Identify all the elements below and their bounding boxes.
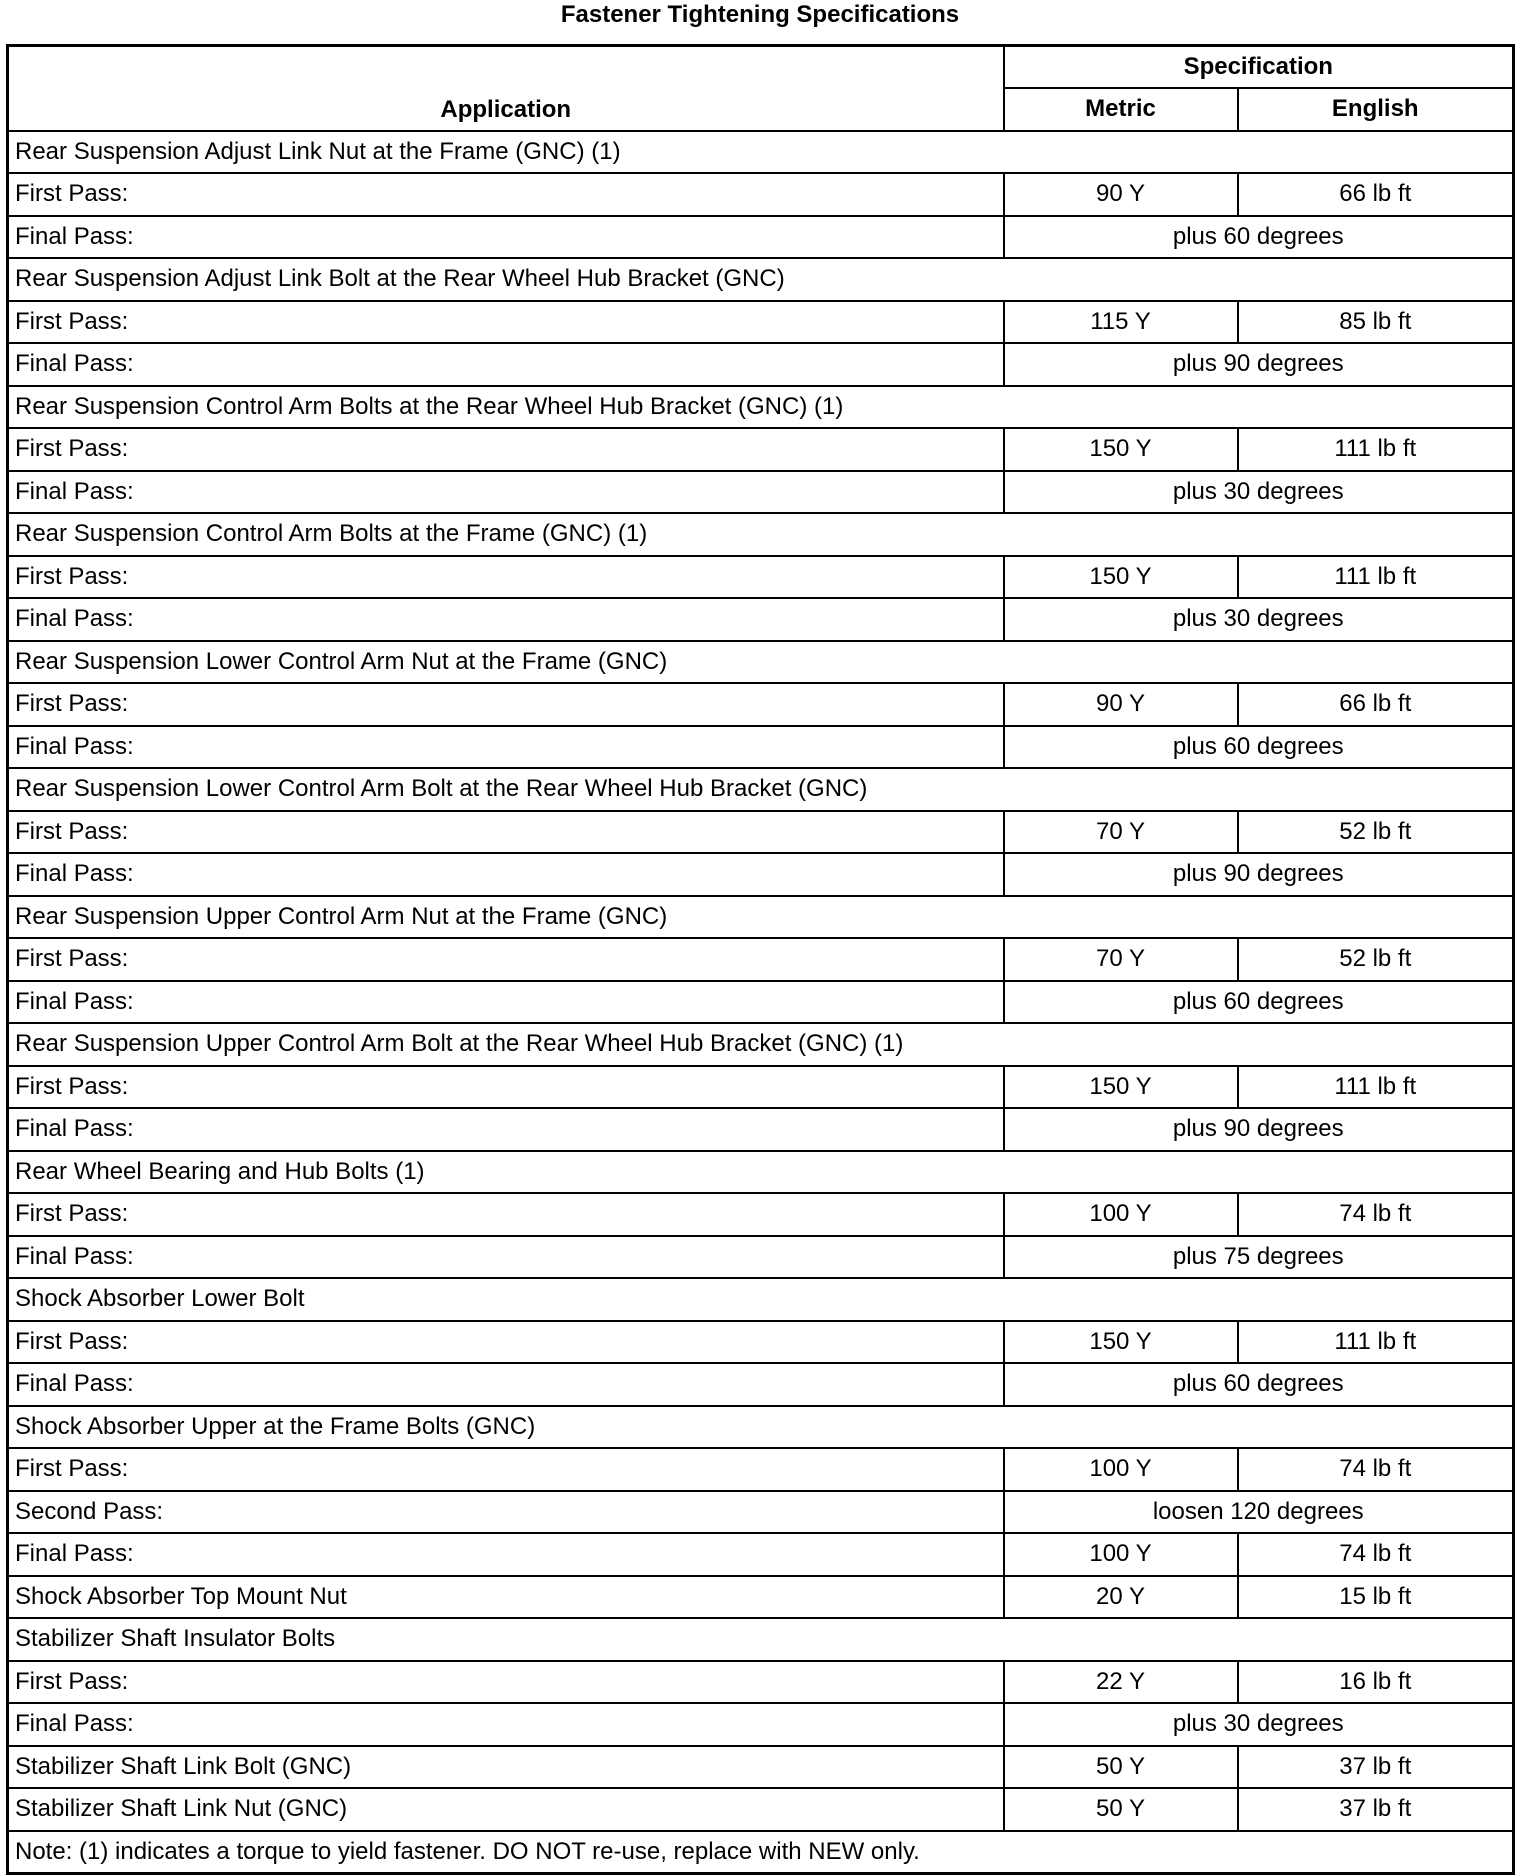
- spec-row: [8, 428, 1514, 471]
- spec-row: [8, 1576, 1514, 1619]
- english-cell: 111 lb ft: [1238, 1321, 1514, 1364]
- spec-row: [8, 1448, 1514, 1491]
- metric-cell: 150 Y: [1004, 1321, 1238, 1364]
- application-cell: Final Pass:: [8, 853, 1004, 896]
- application-cell: Final Pass:: [8, 1703, 1004, 1746]
- spec-row: [8, 853, 1514, 896]
- combined-spec-cell: plus 30 degrees: [1004, 1703, 1514, 1746]
- application-cell: Shock Absorber Top Mount Nut: [8, 1576, 1004, 1619]
- english-cell: 111 lb ft: [1238, 556, 1514, 599]
- english-cell: 37 lb ft: [1238, 1746, 1514, 1789]
- spec-row: [8, 1491, 1514, 1534]
- application-cell: Final Pass:: [8, 1108, 1004, 1151]
- application-cell: First Pass:: [8, 301, 1004, 344]
- english-cell: 74 lb ft: [1238, 1448, 1514, 1491]
- combined-spec-cell: plus 30 degrees: [1004, 598, 1514, 641]
- fastener-spec-table: [6, 44, 1515, 1875]
- metric-cell: 100 Y: [1004, 1193, 1238, 1236]
- spec-row: [8, 683, 1514, 726]
- group-heading-row: [8, 1023, 1514, 1066]
- english-cell: 66 lb ft: [1238, 683, 1514, 726]
- application-cell: Second Pass:: [8, 1491, 1004, 1534]
- group-heading-row: [8, 131, 1514, 174]
- group-heading: Shock Absorber Upper at the Frame Bolts (GNC): [8, 1406, 1514, 1449]
- group-heading: Rear Suspension Lower Control Arm Bolt at the Rear Wheel Hub Bracket (GNC): [8, 768, 1514, 811]
- spec-row: [8, 598, 1514, 641]
- group-heading: Rear Suspension Upper Control Arm Bolt at the Rear Wheel Hub Bracket (GNC) (1): [8, 1023, 1514, 1066]
- metric-cell: 100 Y: [1004, 1533, 1238, 1576]
- group-heading: Rear Wheel Bearing and Hub Bolts (1): [8, 1151, 1514, 1194]
- application-cell: First Pass:: [8, 938, 1004, 981]
- group-heading-row: [8, 1618, 1514, 1661]
- group-heading-row: [8, 768, 1514, 811]
- metric-cell: 100 Y: [1004, 1448, 1238, 1491]
- application-cell: First Pass:: [8, 683, 1004, 726]
- spec-row: [8, 343, 1514, 386]
- group-heading-row: [8, 1406, 1514, 1449]
- metric-header: Metric: [1004, 88, 1238, 131]
- spec-row: [8, 1703, 1514, 1746]
- combined-spec-cell: plus 90 degrees: [1004, 343, 1514, 386]
- application-cell: First Pass:: [8, 811, 1004, 854]
- spec-row: [8, 1066, 1514, 1109]
- note-text: Note: (1) indicates a torque to yield fastener. DO NOT re-use, replace with NEW only.: [8, 1831, 1514, 1874]
- combined-spec-cell: loosen 120 degrees: [1004, 1491, 1514, 1534]
- application-cell: First Pass:: [8, 1193, 1004, 1236]
- spec-row: [8, 1788, 1514, 1831]
- application-cell: First Pass:: [8, 1661, 1004, 1704]
- spec-row: [8, 1236, 1514, 1279]
- combined-spec-cell: plus 30 degrees: [1004, 471, 1514, 514]
- spec-row: [8, 1746, 1514, 1789]
- group-heading: Rear Suspension Control Arm Bolts at the Frame (GNC) (1): [8, 513, 1514, 556]
- metric-cell: 70 Y: [1004, 811, 1238, 854]
- group-heading-row: [8, 386, 1514, 429]
- application-cell: First Pass:: [8, 556, 1004, 599]
- metric-cell: 115 Y: [1004, 301, 1238, 344]
- application-cell: Final Pass:: [8, 981, 1004, 1024]
- spec-row: [8, 1533, 1514, 1576]
- group-heading-row: [8, 641, 1514, 684]
- english-cell: 74 lb ft: [1238, 1193, 1514, 1236]
- metric-cell: 20 Y: [1004, 1576, 1238, 1619]
- group-heading-row: [8, 513, 1514, 556]
- group-heading: Rear Suspension Control Arm Bolts at the Rear Wheel Hub Bracket (GNC) (1): [8, 386, 1514, 429]
- application-cell: First Pass:: [8, 1321, 1004, 1364]
- application-cell: Final Pass:: [8, 216, 1004, 259]
- metric-cell: 70 Y: [1004, 938, 1238, 981]
- application-cell: First Pass:: [8, 1066, 1004, 1109]
- combined-spec-cell: plus 60 degrees: [1004, 981, 1514, 1024]
- english-cell: 52 lb ft: [1238, 811, 1514, 854]
- spec-row: [8, 1321, 1514, 1364]
- metric-cell: 150 Y: [1004, 428, 1238, 471]
- spec-row: [8, 471, 1514, 514]
- spec-row: [8, 811, 1514, 854]
- english-cell: 111 lb ft: [1238, 428, 1514, 471]
- combined-spec-cell: plus 60 degrees: [1004, 1363, 1514, 1406]
- application-cell: Stabilizer Shaft Link Bolt (GNC): [8, 1746, 1004, 1789]
- combined-spec-cell: plus 60 degrees: [1004, 216, 1514, 259]
- application-cell: Final Pass:: [8, 1236, 1004, 1279]
- spec-row: [8, 981, 1514, 1024]
- combined-spec-cell: plus 90 degrees: [1004, 1108, 1514, 1151]
- metric-cell: 150 Y: [1004, 556, 1238, 599]
- combined-spec-cell: plus 90 degrees: [1004, 853, 1514, 896]
- group-heading: Stabilizer Shaft Insulator Bolts: [8, 1618, 1514, 1661]
- english-cell: 52 lb ft: [1238, 938, 1514, 981]
- group-heading-row: [8, 258, 1514, 301]
- combined-spec-cell: plus 75 degrees: [1004, 1236, 1514, 1279]
- spec-row: [8, 938, 1514, 981]
- group-heading: Rear Suspension Adjust Link Bolt at the Rear Wheel Hub Bracket (GNC): [8, 258, 1514, 301]
- application-cell: Stabilizer Shaft Link Nut (GNC): [8, 1788, 1004, 1831]
- application-cell: Final Pass:: [8, 1363, 1004, 1406]
- group-heading-row: [8, 896, 1514, 939]
- spec-row: [8, 1363, 1514, 1406]
- application-cell: Final Pass:: [8, 598, 1004, 641]
- group-heading: Rear Suspension Lower Control Arm Nut at the Frame (GNC): [8, 641, 1514, 684]
- application-header: Application: [8, 46, 1004, 131]
- spec-row: [8, 556, 1514, 599]
- spec-table-body: [8, 131, 1514, 1831]
- combined-spec-cell: plus 60 degrees: [1004, 726, 1514, 769]
- group-heading-row: [8, 1278, 1514, 1321]
- group-heading-row: [8, 1151, 1514, 1194]
- header-row-top: [8, 46, 1514, 89]
- metric-cell: 50 Y: [1004, 1788, 1238, 1831]
- english-cell: 111 lb ft: [1238, 1066, 1514, 1109]
- english-cell: 37 lb ft: [1238, 1788, 1514, 1831]
- spec-row: [8, 216, 1514, 259]
- application-cell: First Pass:: [8, 173, 1004, 216]
- spec-row: [8, 726, 1514, 769]
- spec-row: [8, 1661, 1514, 1704]
- note-row: [8, 1831, 1514, 1874]
- english-cell: 15 lb ft: [1238, 1576, 1514, 1619]
- spec-row: [8, 1193, 1514, 1236]
- metric-cell: 50 Y: [1004, 1746, 1238, 1789]
- group-heading: Rear Suspension Adjust Link Nut at the Frame (GNC) (1): [8, 131, 1514, 174]
- application-cell: Final Pass:: [8, 343, 1004, 386]
- spec-row: [8, 173, 1514, 216]
- metric-cell: 22 Y: [1004, 1661, 1238, 1704]
- metric-cell: 150 Y: [1004, 1066, 1238, 1109]
- page-title: Fastener Tightening Specifications: [560, 1, 960, 28]
- application-cell: Final Pass:: [8, 726, 1004, 769]
- spec-row: [8, 301, 1514, 344]
- english-cell: 74 lb ft: [1238, 1533, 1514, 1576]
- metric-cell: 90 Y: [1004, 173, 1238, 216]
- english-header: English: [1238, 88, 1514, 131]
- english-cell: 85 lb ft: [1238, 301, 1514, 344]
- application-cell: Final Pass:: [8, 471, 1004, 514]
- spec-row: [8, 1108, 1514, 1151]
- english-cell: 66 lb ft: [1238, 173, 1514, 216]
- group-heading: Shock Absorber Lower Bolt: [8, 1278, 1514, 1321]
- english-cell: 16 lb ft: [1238, 1661, 1514, 1704]
- application-cell: First Pass:: [8, 428, 1004, 471]
- specification-header: Specification: [1004, 46, 1514, 89]
- metric-cell: 90 Y: [1004, 683, 1238, 726]
- application-cell: First Pass:: [8, 1448, 1004, 1491]
- application-cell: Final Pass:: [8, 1533, 1004, 1576]
- group-heading: Rear Suspension Upper Control Arm Nut at the Frame (GNC): [8, 896, 1514, 939]
